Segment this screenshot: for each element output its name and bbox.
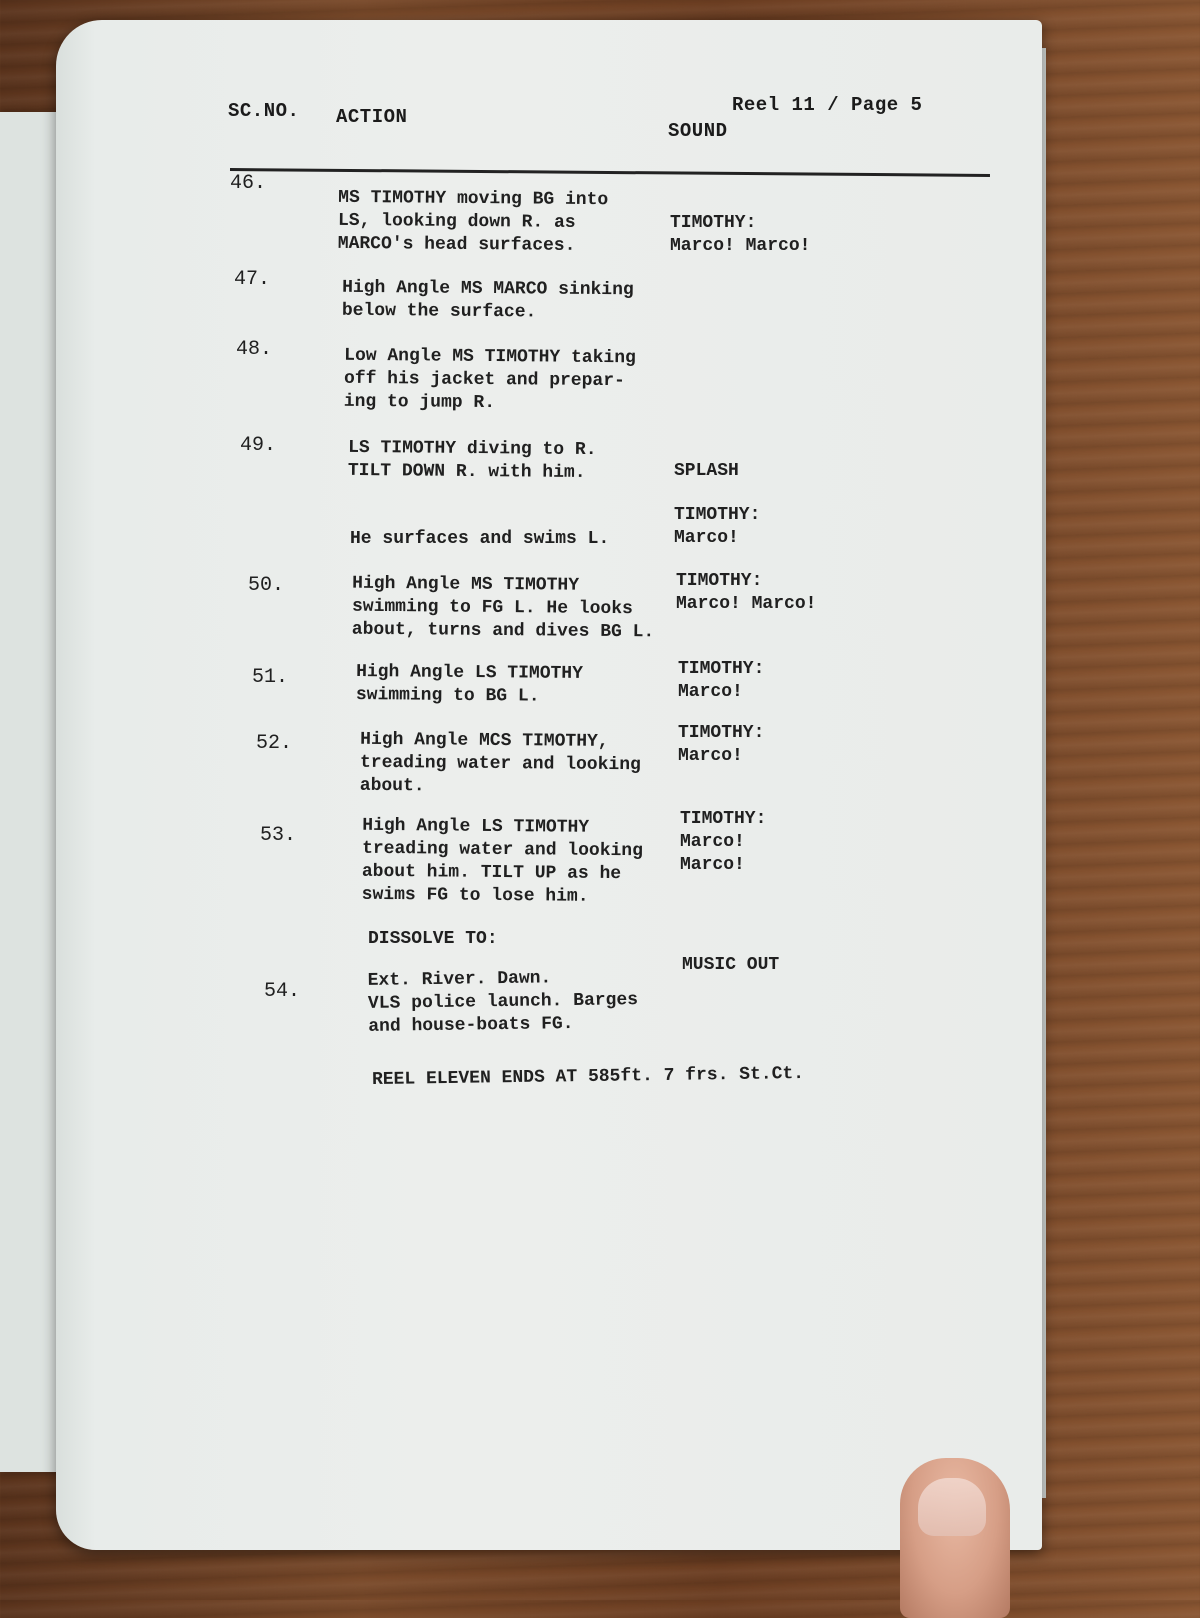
header-reel-page: Reel 11 / Page 5 [732,94,923,116]
transition-dissolve: DISSOLVE TO: [368,929,498,949]
thumbnail [918,1478,986,1536]
header-action: ACTION [336,106,408,128]
header-sc-no: SC.NO. [228,100,300,122]
scene-number: 54. [264,980,301,1003]
scene-number: 49. [240,434,277,457]
scene-action: High Angle LS TIMOTHY treading water and looking about him. TILT UP as he swims FG to lose him. [361,815,644,907]
scene-sound: SPLASH [674,461,739,481]
scene-action: LS TIMOTHY diving to R. TILT DOWN R. with him. [347,437,597,483]
scene-sound: TIMOTHY: Marco! [674,505,761,548]
scene-sound: TIMOTHY: Marco! Marco! [670,213,811,256]
scene-number: 52. [256,732,293,755]
scene-number: 46. [230,172,267,195]
scene-sound: TIMOTHY: Marco! Marco! [676,571,817,614]
scene-sound: TIMOTHY: Marco! [678,723,765,766]
scene-action: High Angle MS MARCO sinking below the surface. [341,277,634,323]
header-sound: SOUND [668,120,728,142]
scene-sound: MUSIC OUT [682,955,780,975]
scene-action: Low Angle MS TIMOTHY taking off his jacket and prepar- ing to jump R. [343,345,636,414]
scene-action: High Angle MCS TIMOTHY, treading water and looking about. [359,729,641,797]
scene-action: Ext. River. Dawn. VLS police launch. Barges and house-boats FG. [367,968,639,1037]
script-page [56,20,1042,1550]
scene-action: High Angle LS TIMOTHY swimming to BG L. [355,662,584,707]
scene-number: 47. [234,268,271,291]
scene-action: He surfaces and swims L. [350,529,610,549]
scene-number: 53. [260,824,297,847]
scene-number: 51. [252,666,289,689]
scene-action: MS TIMOTHY moving BG into LS, looking down R. as MARCO's head surfaces. [337,187,609,256]
scene-action: High Angle MS TIMOTHY swimming to FG L. He looks about, turns and dives BG L. [351,573,655,643]
scene-number: 48. [236,338,273,361]
scene-sound: TIMOTHY: Marco! Marco! [680,809,767,875]
scene-number: 50. [248,574,285,597]
header-rule [230,168,990,177]
reel-end-note: REEL ELEVEN ENDS AT 585ft. 7 frs. St.Ct. [371,1063,805,1091]
scene-sound: TIMOTHY: Marco! [678,659,765,702]
